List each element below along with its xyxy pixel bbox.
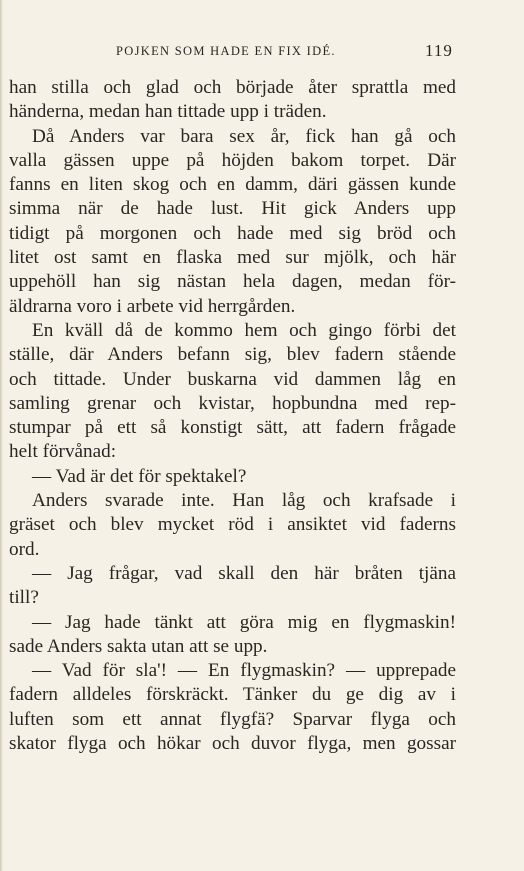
text-line: En kväll då de kommo hem och gingo förbi det (32, 319, 456, 341)
text-body (9, 76, 456, 756)
text-line: — Vad är det för spektakel? (32, 465, 247, 487)
page-number: 119 (425, 41, 453, 60)
text-line: tidigt på morgonen och hade med sig bröd och (9, 222, 456, 244)
page-edge (0, 0, 3, 871)
text-line: — Vad för sla'! — En flygmaskin? — upprepade (32, 660, 456, 682)
running-title: POJKEN SOM HADE EN FIX IDÉ. (116, 44, 336, 58)
text-line: till? (9, 587, 39, 609)
text-line: stumpar på ett så konstigt sätt, att fadern frågade (9, 417, 456, 439)
text-line: han stilla och glad och började åter sprattla med (9, 77, 456, 98)
text-line: litet ost samt en flaska med sur mjölk, och här (9, 247, 456, 269)
text-line: samling grenar och kvistar, hopbundna med rep- (9, 392, 456, 414)
text-line: ställe, där Anders befann sig, blev fadern stående (9, 344, 456, 366)
text-line: — Jag hade tänkt att göra mig en flygmaskin! (32, 611, 456, 633)
text-line: helt förvånad: (9, 441, 117, 463)
text-line: fanns en liten skog och en damm, däri gässen kunde (9, 174, 456, 196)
running-head (0, 40, 524, 64)
text-line: händerna, medan han tittade upp i träden. (9, 101, 327, 123)
text-line: skator flyga och hökar och duvor flyga, men gossar (9, 733, 456, 755)
text-line: Då Anders var bara sex år, fick han gå och (32, 125, 456, 147)
text-line: valla gässen uppe på höjden bakom torpet. Där (9, 149, 456, 171)
text-line: fadern alldeles förskräckt. Tänker du ge dig av i (9, 684, 456, 706)
text-line: luften som ett annat flygfä? Sparvar flyga och (9, 708, 456, 730)
text-line: uppehöll han sig nästan hela dagen, medan för- (9, 271, 456, 293)
text-line: och tittade. Under buskarna vid dammen låg en (9, 368, 456, 390)
text-line: gräset och blev mycket röd i ansiktet vid faderns (9, 514, 456, 536)
text-line: — Jag frågar, vad skall den här bråten tjäna (32, 562, 456, 584)
text-line: sade Anders sakta utan att se upp. (9, 635, 268, 657)
text-line: Anders svarade inte. Han låg och krafsade i (32, 490, 456, 512)
text-line: äldrarna voro i arbete vid herrgården. (9, 295, 296, 317)
text-line: ord. (9, 538, 40, 560)
text-line: simma när de hade lust. Hit gick Anders upp (9, 198, 456, 220)
